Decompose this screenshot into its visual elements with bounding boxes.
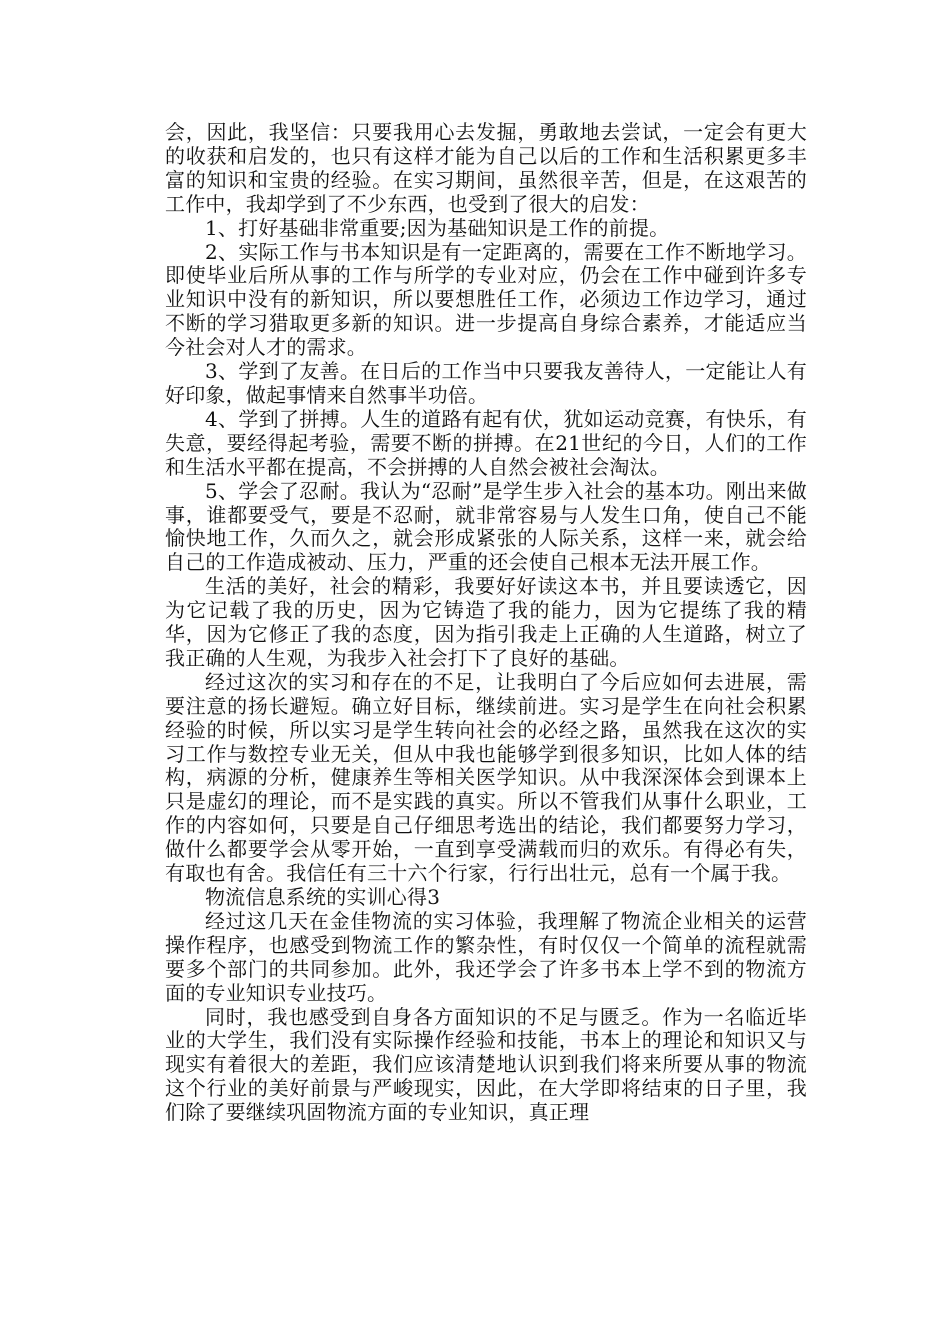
paragraph-point-1: 1、打好基础非常重要;因为基础知识是工作的前提。 <box>205 215 670 240</box>
paragraph-point-3: 3、学到了友善。在日后的工作当中只要我友善待人，一定能让人有好印象，做起事情来自然事半功倍。 <box>165 359 807 407</box>
paragraph-point-5: 5、学会了忍耐。我认为“忍耐”是学生步入社会的基本功。刚出来做事，谁都要受气，要是不忍耐，就非常容易与人发生口角，使自己不能愉快地工作，久而久之，就会形成紧张的人际关系，这样一来，就会给自己的工作造成被动、压力，严重的还会使自己根本无法开展工作。 <box>165 478 807 575</box>
paragraph-life: 生活的美好，社会的精彩，我要好好读这本书，并且要读透它，因为它记载了我的历史，因为它铸造了我的能力，因为它提练了我的精华，因为它修正了我的态度，因为指引我走上正确的人生道路，树立了我正确的人生观，为我步入社会打下了良好的基础。 <box>165 574 807 670</box>
paragraph-internship: 经过这几天在金佳物流的实习体验，我理解了物流企业相关的运营操作程序，也感受到物流工作的繁杂性，有时仅仅一个简单的流程就需要多个部门的共同参加。此外，我还学会了许多书本上学不到的物流方面的专业知识专业技巧。 <box>165 908 807 1005</box>
section-heading: 物流信息系统的实训心得3 <box>205 885 441 909</box>
paragraph-shortcomings: 同时，我也感受到自身各方面知识的不足与匮乏。作为一名临近毕业的大学生，我们没有实际操作经验和技能，书本上的理论和知识又与现实有着很大的差距，我们应该清楚地认识到我们将来所要从事的物流这个行业的美好前景与严峻现实，因此，在大学即将结束的日子里，我们除了要继续巩固物流方面的专业知识，真正理 <box>165 1004 807 1125</box>
paragraph-point-4: 4、学到了拼搏。人生的道路有起有伏，犹如运动竞赛，有快乐，有失意，要经得起考验，需要不断的拼搏。在21世纪的今日，人们的工作和生活水平都在提高，不会拼搏的人自然会被社会淘汰。 <box>165 406 807 479</box>
document-body <box>165 121 807 1125</box>
paragraph-continuation: 会，因此，我坚信：只要我用心去发掘，勇敢地去尝试，一定会有更大的收获和启发的，也只有这样才能为自己以后的工作和生活积累更多丰富的知识和宝贵的经验。在实习期间，虽然很辛苦，但是，在这艰苦的工作中，我却学到了不少东西，也受到了很大的启发： <box>165 120 807 216</box>
paragraph-reflection: 经过这次的实习和存在的不足，让我明白了今后应如何去进展，需要注意的扬长避短。确立好目标，继续前进。实习是学生在向社会积累经验的时候，所以实习是学生转向社会的必经之路，虽然我在这次的实习工作与数控专业无关，但从中我也能够学到很多知识，比如人体的结构，病源的分析，健康养生等相关医学知识。从中我深深体会到课本上只是虚幻的理论，而不是实践的真实。所以不管我们从事什么职业，工作的内容如何，只要是自己仔细思考选出的结论，我们都要努力学习，做什么都要学会从零开始，一直到享受满载而归的欢乐。有得必有失，有取也有舍。我信任有三十六个行家，行行出壮元，总有一个属于我。 <box>165 669 807 886</box>
paragraph-point-2: 2、实际工作与书本知识是有一定距离的，需要在工作不断地学习。即使毕业后所从事的工作与所学的专业对应，仍会在工作中碰到许多专业知识中没有的新知识，所以要想胜任工作，必须边工作边学习，通过不断的学习猎取更多新的知识。进一步提高自身综合素养，才能适应当今社会对人才的需求。 <box>165 239 807 360</box>
